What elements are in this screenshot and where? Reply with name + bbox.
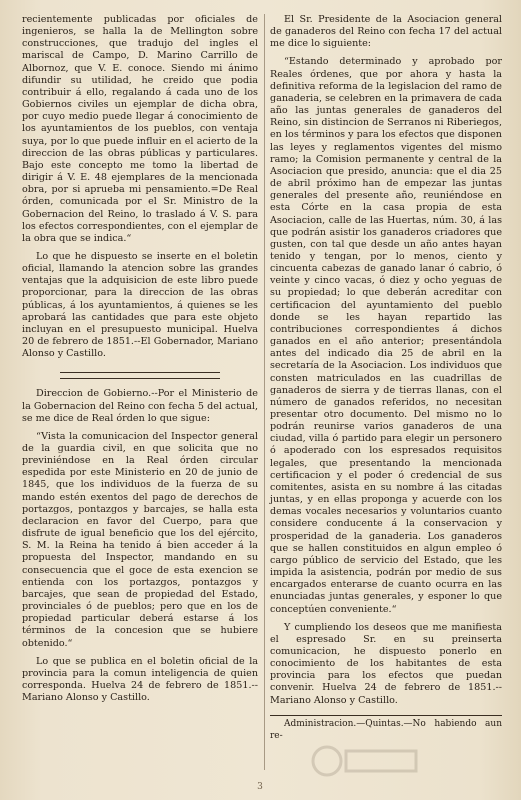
paragraph: recientemente publicadas por oficiales de ingenieros, se halla la de Mellington sobre construcciones, que tradujo del ingles el mariscal de Campo, D. Marino Carrillo de Albornoz, que V. E. conoce. Siendo mi ánimo difundir su utilidad, he creido que podia contribuir á ello, regalando á cada uno de los Gobiernos civiles un ejemplar de dicha obra, por cuyo medio puede llegar á conocimiento de los ayuntamientos de los pueblos, con ventaja suya, por lo que puede influir en el acierto de la direccion de las obras públicas y particulares. Bajo este concepto me tomo la libertad de dirigir á V. E. 48 ejemplares de la mencionada obra, por si aprueba mi pensamiento.=De Real órden, comunicada por el Sr. Ministro de la Gobernacion del Reino, lo traslado á V. S. para los efectos correspondientes, con el ejemplar de la obra que se indica.“ — [22, 14, 258, 244]
paragraph: “Vista la comunicacion del Inspector general de la guardia civil, en que solicita que no previniéndose en la Real órden circular espedida por este Ministerio en 20 de junio de 1845, que los individuos de la fuerza de su mando estén exentos del pago de derechos de portazgos, pontazgos y barcajes, se halla esta declaracion en favor del Cuerpo, para que disfrute de igual beneficio que los del ejército, S. M. la Reina ha tenido á bien acceder á la propuesta del Inspector, mandando en su consecuencia que el goce de esta exencion se entienda con los portazgos, pontazgos y barcajes, que sean de propiedad del Estado, provinciales ó de pueblos; pero que en los de propiedad particular deberá estarse á los términos de la concesion que se hubiere obtenido.“ — [22, 430, 258, 649]
left-column — [22, 14, 258, 704]
footer-line: Administracion.—Quintas.—No habiendo aun re- — [270, 715, 502, 742]
page-number: 3 — [257, 782, 264, 792]
paragraph: Y cumpliendo los deseos que me manifiesta el espresado Sr. en su preinserta comunicacion, he dispuesto ponerlo en conocimiento de los habitantes de esta provincia para los efectos que puedan convenir. Huelva 24 de febrero de 1851.--Mariano Alonso y Castillo. — [270, 621, 502, 706]
watermark-logo — [310, 744, 420, 778]
right-column — [270, 14, 502, 742]
column-divider — [264, 14, 265, 770]
paragraph: Lo que se publica en el boletin oficial de la provincia para la comun inteligencia de quien corresponda. Huelva 24 de febrero de 1851.--Mariano Alonso y Castillo. — [22, 655, 258, 704]
section-separator — [60, 372, 220, 379]
paragraph: “Estando determinado y aprobado por Reales órdenes, que por ahora y hasta la definitiva reforma de la legislacion del ramo de ganaderia, se celebren en la primavera de cada año las juntas generales de ganaderos del Reino, sin distincion de Serranos ni Riberiegos, en los términos y para los efectos que disponen las leyes y reglamentos vigentes del mismo ramo; la Comision permanente y central de la Asociacion que presido, anuncia: que el dia 25 de abril próximo han de empezar las juntas generales del presente año, reuniéndose en esta Córte en la casa propia de esta Asociacion, calle de las Huertas, núm. 30, á las que podrán asistir los ganaderos criadores que gusten, con tal que desde un año antes hayan tenido y tengan, por lo menos, ciento y cincuenta cabezas de ganado lanar ó cabrio, ó veinte y cinco vacas, ó diez y ocho yeguas de su propiedad; lo que deberán acreditar con certificacion del ayuntamiento del pueblo donde se les hayan repartido las contribuciones correspondientes á dichos ganados en el año anterior; presentándola antes del indicado dia 25 de abril en la secretaría de la Asociacion. Los individuos que consten matriculados en las cuadrillas de ganaderos de sierra y de tierras llanas, con el número de ganados referidos, no necesitan presentar otro documento. Del mismo no lo podrán reunirse varios ganaderos de una ciudad, villa ó partido para elegir un personero ó apoderado con los espresados requisitos legales, que presentando la mencionada certificacion y el poder ó credencial de sus comitentes, asista en su nombre á las citadas juntas, y en ellas proponga y acuerde con los demas vocales necesarios y voluntarios cuanto considere conducente á la conservacion y prosperidad de la ganaderia. Los ganaderos que se hallen constituidos en algun empleo ó cargo público de servicio del Estado, que les impida la asistencia, podrán por medio de sus encargados enterarse de cuanto ocurra en las enunciadas juntas generales, y esponer lo que conceptúen conveniente.“ — [270, 56, 502, 615]
paragraph: El Sr. Presidente de la Asociacion general de ganaderos del Reino con fecha 17 del actual me dice lo siguiente: — [270, 14, 502, 50]
paragraph: Direccion de Gobierno.--Por el Ministerio de la Gobernacion del Reino con fecha 5 del actual, se me dice de Real órden lo que sigue: — [22, 388, 258, 424]
paragraph: Lo que he dispuesto se inserte en el boletin oficial, llamando la atencion sobre las grandes ventajas que la adquisicion de este libro puede proporcionar, para la direccion de las obras públicas, á los ayuntamientos, á quienes se les aprobará las cantidades que para este objeto incluyan en el presupuesto municipal. Huelva 20 de febrero de 1851.--El Gobernador, Mariano Alonso y Castillo. — [22, 250, 258, 360]
